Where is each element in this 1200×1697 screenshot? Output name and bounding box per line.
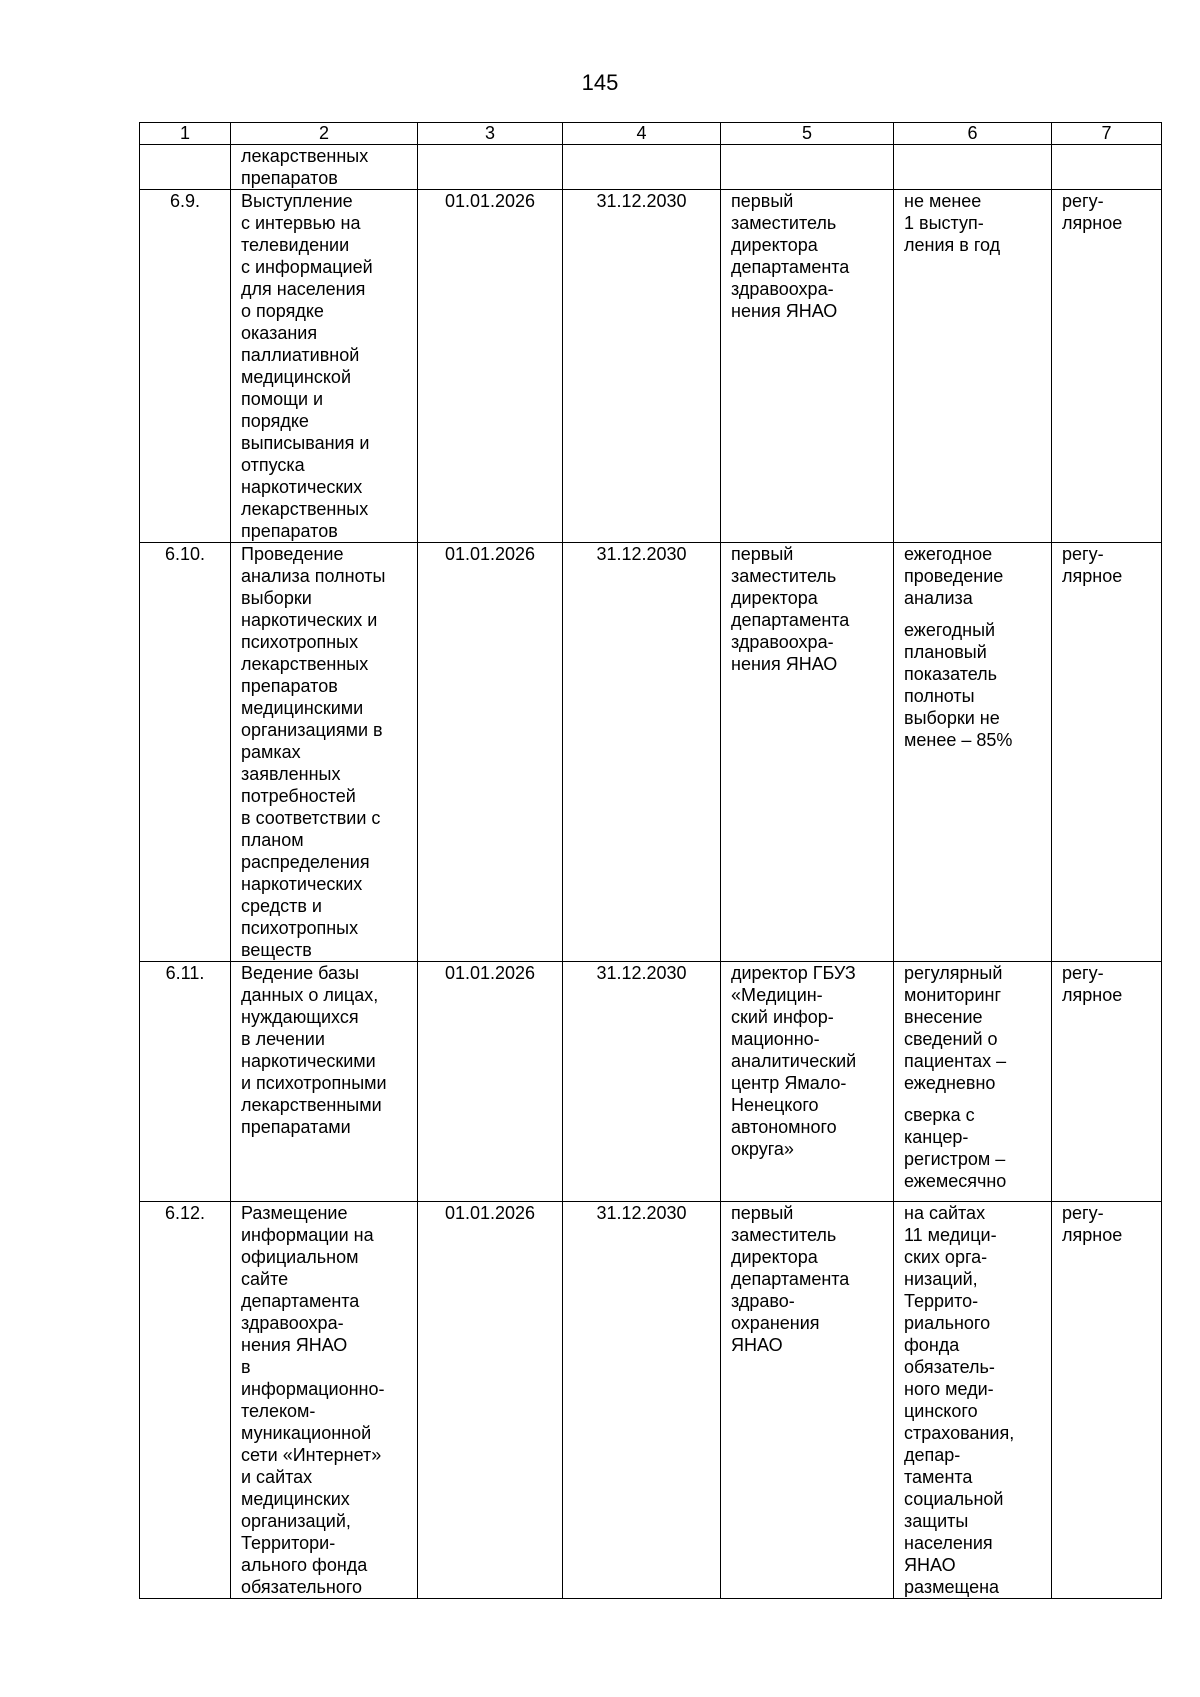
- action-description: [231, 190, 418, 543]
- cell-line: информации на: [241, 1225, 374, 1245]
- cell-line: в лечении: [241, 1029, 325, 1049]
- cell-line: распределения: [241, 852, 370, 872]
- cell-line: нения ЯНАО: [241, 1335, 348, 1355]
- expected-result: [894, 1202, 1052, 1599]
- cell-line: помощи и: [241, 389, 324, 409]
- table-row: [140, 190, 1162, 543]
- cell-line: муникационной: [241, 1423, 372, 1443]
- cell-line: заместитель: [731, 213, 837, 233]
- cell-line: на сайтах: [904, 1203, 986, 1223]
- action-plan-table: [139, 122, 1162, 1599]
- responsible-person: [721, 1202, 894, 1599]
- cell-line: первый: [731, 191, 794, 211]
- cell-line: населения: [904, 1533, 993, 1553]
- cell-line: отпуска: [241, 455, 305, 475]
- cell-line: регу-: [1062, 191, 1104, 211]
- page-number: 145: [581, 70, 619, 95]
- cell-line: внесение: [904, 1007, 983, 1027]
- table-header-row: [140, 123, 1162, 145]
- cell-line: медицинских: [241, 1489, 350, 1509]
- cell-line: телеком-: [241, 1401, 316, 1421]
- column-number-6: 6: [894, 123, 1052, 145]
- column-number-7: 7: [1052, 123, 1162, 145]
- cell-line: размещена: [904, 1577, 1000, 1597]
- cell-line: здравоохра-: [731, 632, 834, 652]
- cell-line: 11 медици-: [904, 1225, 997, 1245]
- cell-line: 1 выступ-: [904, 213, 984, 233]
- cell-line: риального: [904, 1313, 991, 1333]
- cell-line: «Медицин-: [731, 985, 823, 1005]
- cell-line: заявленных: [241, 764, 341, 784]
- cell-line: анализа полноты: [241, 566, 386, 586]
- cell-line: округа»: [731, 1139, 794, 1159]
- cell-line: полноты: [904, 686, 975, 706]
- start-date: 01.01.2026: [418, 1202, 563, 1599]
- cell-line: департамента: [731, 257, 850, 277]
- responsible-person: [721, 543, 894, 962]
- responsible-person: [721, 145, 894, 190]
- cell-line: первый: [731, 544, 794, 564]
- cell-line: центр Ямало-: [731, 1073, 847, 1093]
- cell-line: ежегодный: [904, 620, 996, 640]
- cell-line: препаратов: [241, 168, 338, 188]
- column-number-3: 3: [418, 123, 563, 145]
- cell-line: регу-: [1062, 1203, 1104, 1223]
- cell-line: ежемесячно: [904, 1171, 1007, 1191]
- cell-line: Размещение: [241, 1203, 348, 1223]
- cell-line: менее – 85%: [904, 730, 1013, 750]
- cell-line: наркотическими: [241, 1051, 376, 1071]
- cell-line: защиты: [904, 1511, 969, 1531]
- cell-line: плановый: [904, 642, 987, 662]
- cell-line: охранения: [731, 1313, 820, 1333]
- cell-line: регулярный: [904, 963, 1003, 983]
- cell-line: страхования,: [904, 1423, 1015, 1443]
- cell-line: Проведение: [241, 544, 344, 564]
- cell-line: порядке: [241, 411, 309, 431]
- cell-line: нения ЯНАО: [731, 654, 838, 674]
- cell-line: информационно-: [241, 1379, 385, 1399]
- cell-line: с информацией: [241, 257, 373, 277]
- cell-line: сайте: [241, 1269, 289, 1289]
- cell-line: для населения: [241, 279, 366, 299]
- cell-line: заместитель: [731, 1225, 837, 1245]
- cell-line: и сайтах: [241, 1467, 313, 1487]
- cell-line: планом: [241, 830, 304, 850]
- cell-line: сверка с: [904, 1105, 975, 1125]
- end-date: 31.12.2030: [563, 1202, 721, 1599]
- cell-line: анализа: [904, 588, 973, 608]
- cell-line: лекарственными: [241, 1095, 382, 1115]
- cell-line: регу-: [1062, 544, 1104, 564]
- cell-line: выборки не: [904, 708, 1000, 728]
- expected-result: [894, 543, 1052, 962]
- cell-line: ления в год: [904, 235, 1001, 255]
- cell-line: выписывания и: [241, 433, 370, 453]
- cell-line: лекарственных: [241, 654, 369, 674]
- cell-line: нения ЯНАО: [731, 301, 838, 321]
- action-description: [231, 1202, 418, 1599]
- action-description: [231, 543, 418, 962]
- item-number: 6.10.: [140, 543, 231, 962]
- cell-line: лекарственных: [241, 146, 369, 166]
- cell-line: канцер-: [904, 1127, 969, 1147]
- cell-line: средств и: [241, 896, 322, 916]
- column-number-1: 1: [140, 123, 231, 145]
- cell-line: препаратов: [241, 676, 338, 696]
- cell-line: Ненецкого: [731, 1095, 819, 1115]
- cell-line: департамента: [241, 1291, 360, 1311]
- cell-line: наркотических и: [241, 610, 378, 630]
- cell-line: департамента: [731, 610, 850, 630]
- cell-line: директора: [731, 235, 818, 255]
- cell-line: директора: [731, 1247, 818, 1267]
- cell-line: в: [241, 1357, 251, 1377]
- cell-line: регу-: [1062, 963, 1104, 983]
- cell-line: и психотропными: [241, 1073, 387, 1093]
- column-number-2: 2: [231, 123, 418, 145]
- cell-line: веществ: [241, 940, 312, 960]
- cell-line: не менее: [904, 191, 982, 211]
- cell-line: ский инфор-: [731, 1007, 834, 1027]
- cell-line: обязатель-: [904, 1357, 995, 1377]
- cell-line: социальной: [904, 1489, 1004, 1509]
- cell-line: Территори-: [241, 1533, 336, 1553]
- column-number-5: 5: [721, 123, 894, 145]
- cell-line: организациями в: [241, 720, 383, 740]
- end-date: [563, 145, 721, 190]
- cell-line: аналитический: [731, 1051, 857, 1071]
- cell-line: психотропных: [241, 632, 359, 652]
- end-date: 31.12.2030: [563, 190, 721, 543]
- item-number: [140, 145, 231, 190]
- cell-line: данных о лицах,: [241, 985, 379, 1005]
- cell-line: лярное: [1062, 985, 1123, 1005]
- cell-line: регистром –: [904, 1149, 1006, 1169]
- expected-result: [894, 145, 1052, 190]
- cell-line: паллиативной: [241, 345, 360, 365]
- cell-line: ЯНАО: [731, 1335, 783, 1355]
- cell-line: здравоохра-: [241, 1313, 344, 1333]
- cell-line: ЯНАО: [904, 1555, 956, 1575]
- cell-line: выборки: [241, 588, 312, 608]
- start-date: 01.01.2026: [418, 962, 563, 1202]
- cell-line: препаратов: [241, 521, 338, 541]
- action-type: [1052, 145, 1162, 190]
- cell-line: ального фонда: [241, 1555, 368, 1575]
- item-number: 6.12.: [140, 1202, 231, 1599]
- expected-result: [894, 962, 1052, 1202]
- cell-line: лярное: [1062, 566, 1123, 586]
- cell-line: директора: [731, 588, 818, 608]
- cell-line: первый: [731, 1203, 794, 1223]
- cell-line: здраво-: [731, 1291, 795, 1311]
- cell-line: фонда: [904, 1335, 960, 1355]
- cell-line: лярное: [1062, 213, 1123, 233]
- cell-line: рамках: [241, 742, 301, 762]
- cell-line: ного меди-: [904, 1379, 994, 1399]
- cell-line: телевидении: [241, 235, 350, 255]
- expected-result: [894, 190, 1052, 543]
- cell-line: в соответствии с: [241, 808, 381, 828]
- cell-line: Ведение базы: [241, 963, 360, 983]
- cell-line: пациентах –: [904, 1051, 1007, 1071]
- responsible-person: [721, 190, 894, 543]
- cell-line: Террито-: [904, 1291, 979, 1311]
- cell-line: цинского: [904, 1401, 978, 1421]
- table-row: [140, 543, 1162, 962]
- cell-line: Выступление: [241, 191, 353, 211]
- cell-line: психотропных: [241, 918, 359, 938]
- cell-line: с интервью на: [241, 213, 361, 233]
- cell-line: оказания: [241, 323, 318, 343]
- cell-line: официальном: [241, 1247, 359, 1267]
- start-date: 01.01.2026: [418, 190, 563, 543]
- cell-line: [904, 609, 1041, 619]
- cell-line: директор ГБУЗ: [731, 963, 856, 983]
- cell-line: автономного: [731, 1117, 837, 1137]
- action-description: [231, 962, 418, 1202]
- cell-line: медицинской: [241, 367, 351, 387]
- table-row: [140, 1202, 1162, 1599]
- cell-line: лярное: [1062, 1225, 1123, 1245]
- item-number: 6.9.: [140, 190, 231, 543]
- cell-line: [904, 1094, 1041, 1104]
- action-type: [1052, 1202, 1162, 1599]
- cell-line: нуждающихся: [241, 1007, 359, 1027]
- cell-line: показатель: [904, 664, 998, 684]
- cell-line: тамента: [904, 1467, 973, 1487]
- cell-line: проведение: [904, 566, 1004, 586]
- cell-line: ежедневно: [904, 1073, 996, 1093]
- cell-line: мониторинг: [904, 985, 1002, 1005]
- cell-line: низаций,: [904, 1269, 978, 1289]
- cell-line: наркотических: [241, 874, 363, 894]
- column-number-4: 4: [563, 123, 721, 145]
- start-date: 01.01.2026: [418, 543, 563, 962]
- cell-line: мационно-: [731, 1029, 820, 1049]
- start-date: [418, 145, 563, 190]
- cell-line: депар-: [904, 1445, 961, 1465]
- cell-line: препаратами: [241, 1117, 351, 1137]
- responsible-person: [721, 962, 894, 1202]
- action-description: [231, 145, 418, 190]
- cell-line: лекарственных: [241, 499, 369, 519]
- item-number: 6.11.: [140, 962, 231, 1202]
- cell-line: здравоохра-: [731, 279, 834, 299]
- cell-line: потребностей: [241, 786, 356, 806]
- cell-line: организаций,: [241, 1511, 351, 1531]
- action-type: [1052, 543, 1162, 962]
- table-row: [140, 145, 1162, 190]
- cell-line: ежегодное: [904, 544, 993, 564]
- cell-line: заместитель: [731, 566, 837, 586]
- cell-line: ских орга-: [904, 1247, 988, 1267]
- cell-line: обязательного: [241, 1577, 363, 1597]
- action-type: [1052, 962, 1162, 1202]
- cell-line: департамента: [731, 1269, 850, 1289]
- cell-line: сведений о: [904, 1029, 998, 1049]
- end-date: 31.12.2030: [563, 543, 721, 962]
- cell-line: медицинскими: [241, 698, 364, 718]
- cell-line: о порядке: [241, 301, 324, 321]
- table-row: [140, 962, 1162, 1202]
- end-date: 31.12.2030: [563, 962, 721, 1202]
- cell-line: сети «Интернет»: [241, 1445, 382, 1465]
- action-type: [1052, 190, 1162, 543]
- cell-line: наркотических: [241, 477, 363, 497]
